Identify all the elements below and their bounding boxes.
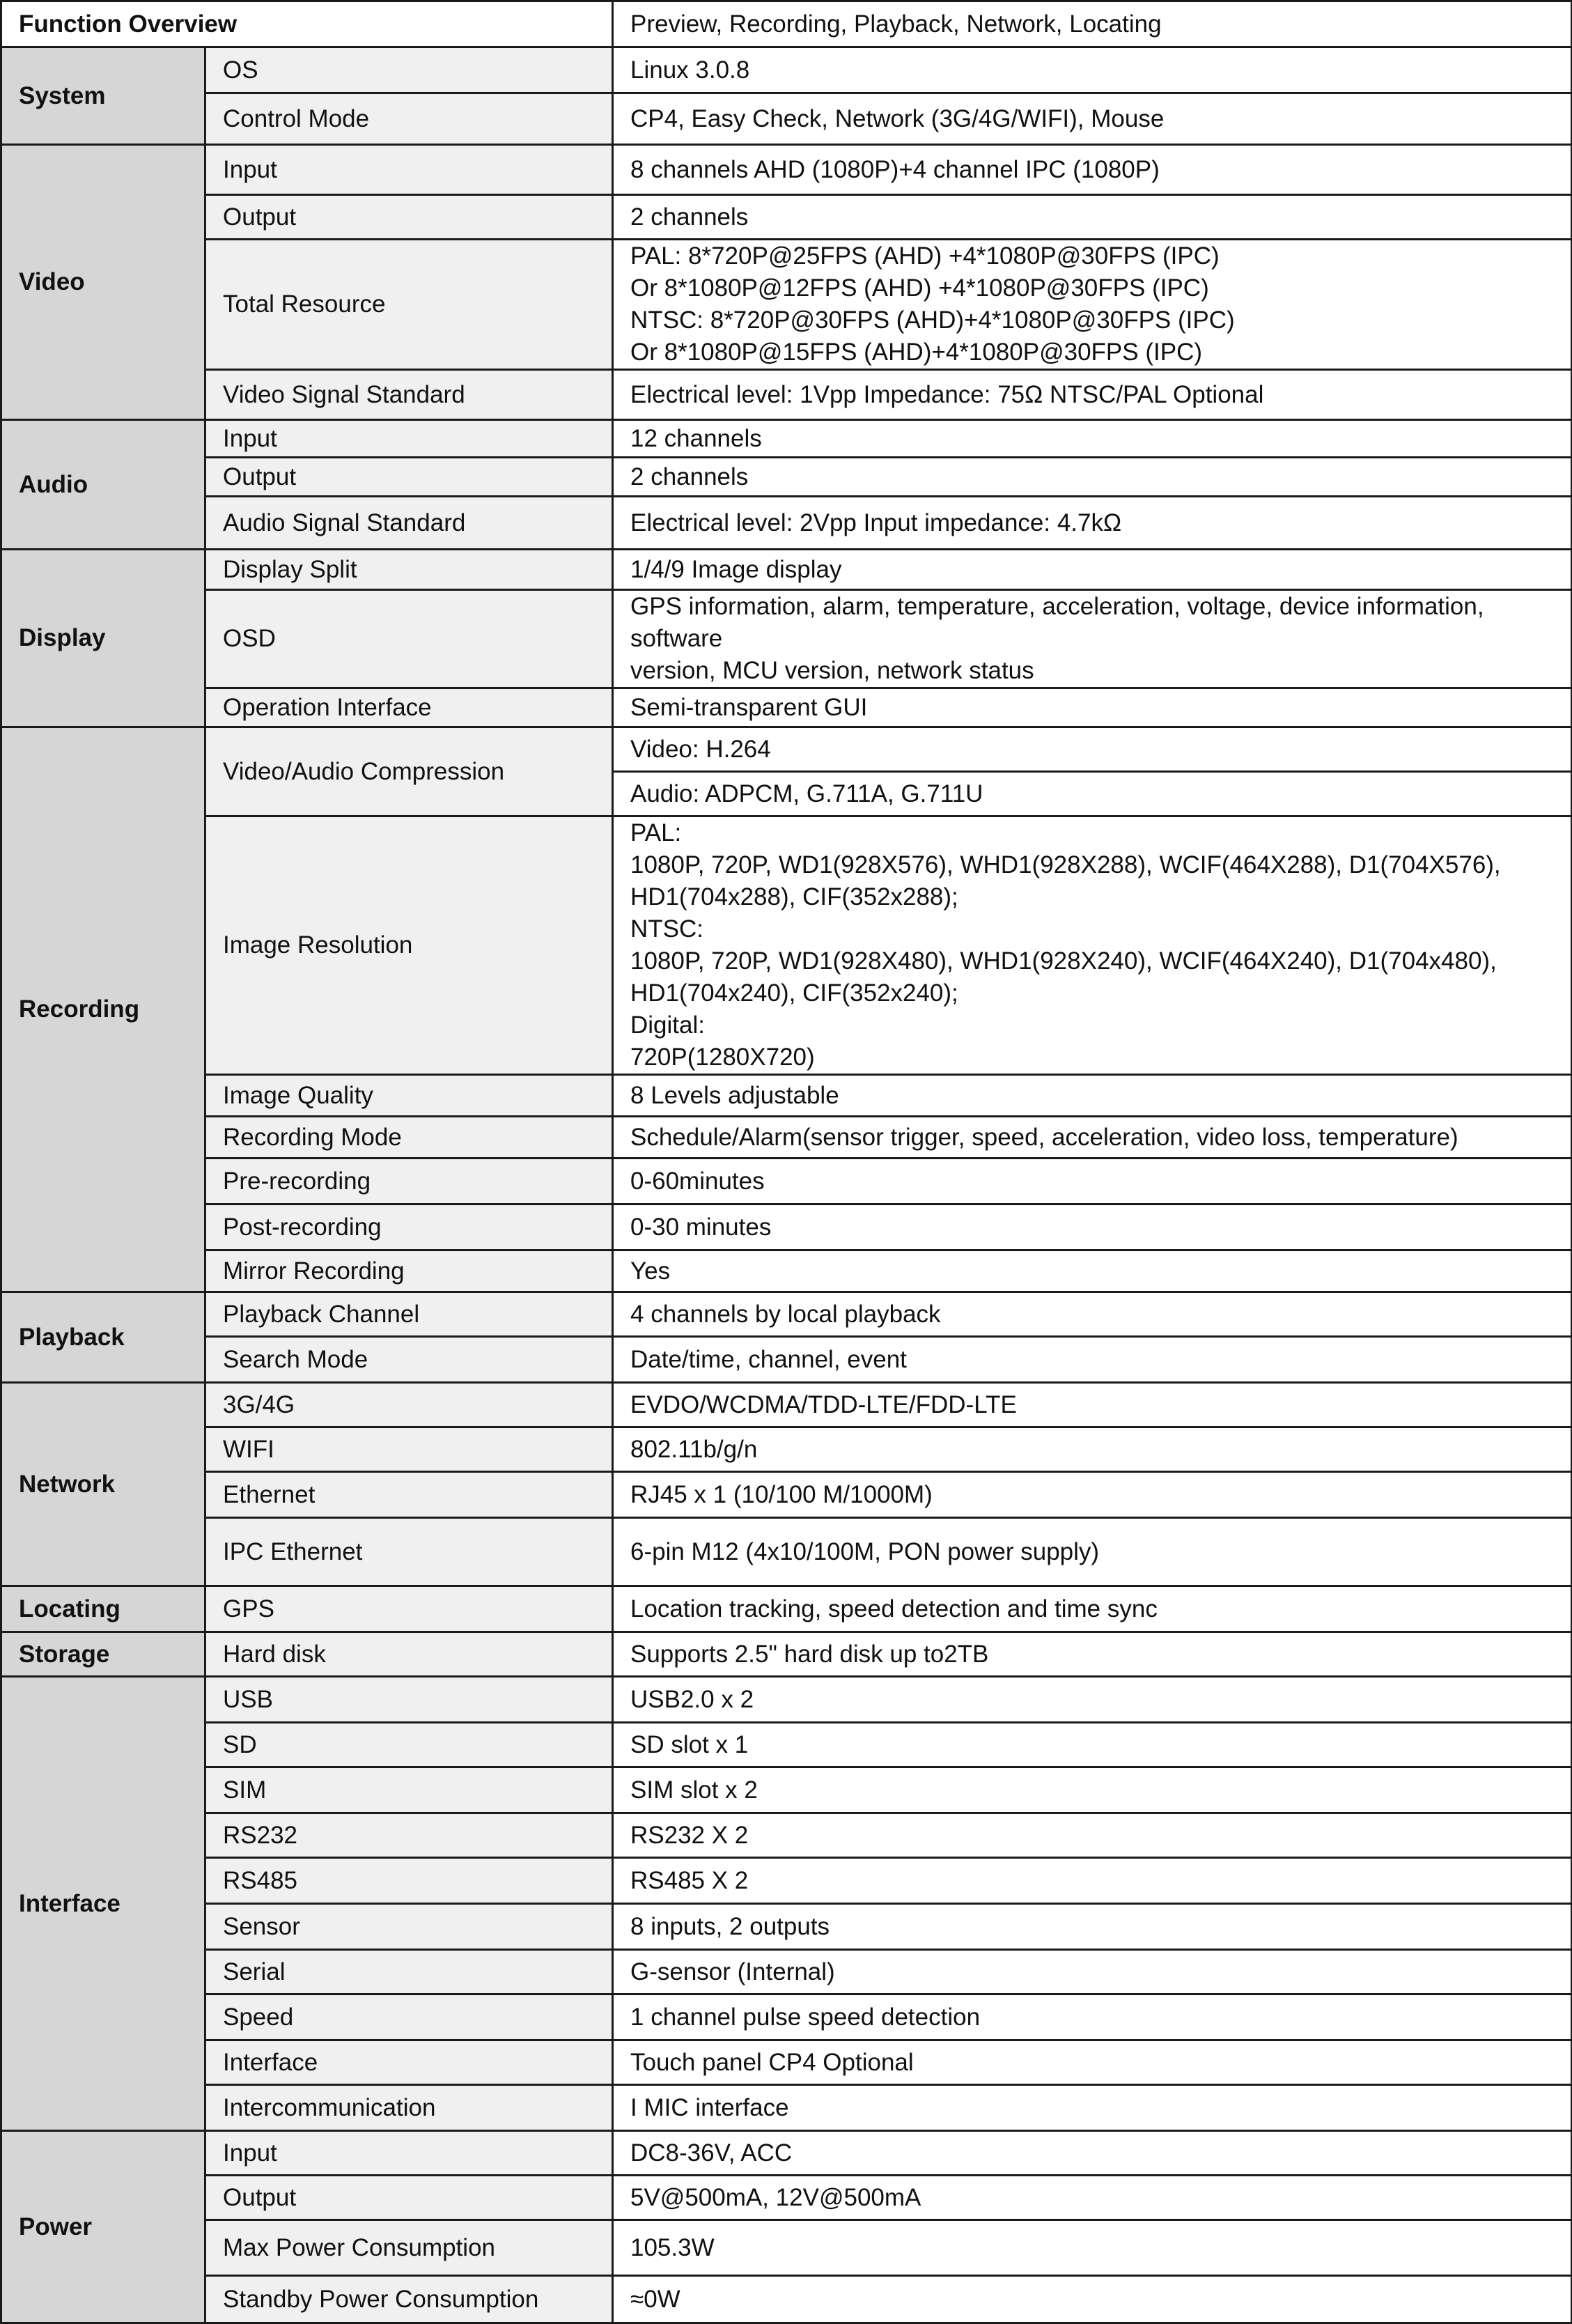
value-cell: RS232 X 2 [613, 1813, 1572, 1858]
table-row [1, 1117, 1572, 1159]
feature-cell: Video Signal Standard [205, 370, 613, 420]
value-cell: 2 channels [613, 458, 1572, 497]
feature-cell: SD [205, 1723, 613, 1767]
value-cell: 0-60minutes [613, 1159, 1572, 1204]
value-cell: RJ45 x 1 (10/100 M/1000M) [613, 1472, 1572, 1518]
table-row [1, 1858, 1572, 1904]
table-row [1, 1950, 1572, 1994]
category-cell: Locating [1, 1586, 205, 1632]
feature-cell: OSD [205, 590, 613, 688]
feature-cell: Output [205, 2176, 613, 2220]
feature-cell: Output [205, 458, 613, 497]
feature-cell: 3G/4G [205, 1383, 613, 1427]
table-row [1, 2176, 1572, 2220]
category-cell: Video [1, 145, 205, 420]
category-cell: Network [1, 1383, 205, 1586]
function-overview-label: Function Overview [1, 1, 613, 47]
table-row [1, 1994, 1572, 2040]
category-cell: Recording [1, 727, 205, 1292]
table-row [1, 1632, 1572, 1677]
feature-cell: Mirror Recording [205, 1250, 613, 1292]
table-row [1, 550, 1572, 590]
feature-cell: SIM [205, 1767, 613, 1813]
feature-cell: Display Split [205, 550, 613, 590]
value-cell: Supports 2.5" hard disk up to2TB [613, 1632, 1572, 1677]
feature-cell: Video/Audio Compression [205, 727, 613, 816]
table-row [1, 1472, 1572, 1518]
table-row [1, 2040, 1572, 2085]
value-cell: PAL: 8*720P@25FPS (AHD) +4*1080P@30FPS (IPC) Or 8*1080P@12FPS (AHD) +4*1080P@30FPS (IPC) NTSC: 8*720P@30FPS (AHD)+4*1080P@30FPS (IPC) Or 8*1080P@15FPS (AHD)+4*1080P@30FPS (IPC) [613, 240, 1572, 370]
table-row [1, 2276, 1572, 2323]
feature-cell: Speed [205, 1994, 613, 2040]
value-cell: 0-30 minutes [613, 1204, 1572, 1250]
feature-cell: Image Resolution [205, 816, 613, 1075]
feature-cell: Sensor [205, 1904, 613, 1950]
feature-cell: RS232 [205, 1813, 613, 1858]
table-row [1, 2131, 1572, 2176]
function-overview-value: Preview, Recording, Playback, Network, Locating [613, 1, 1572, 47]
value-cell: USB2.0 x 2 [613, 1677, 1572, 1723]
value-cell: SIM slot x 2 [613, 1767, 1572, 1813]
category-cell: Storage [1, 1632, 205, 1677]
table-row [1, 1518, 1572, 1586]
table-row [1, 1292, 1572, 1337]
category-cell: System [1, 47, 205, 145]
table-row [1, 93, 1572, 145]
table-row [1, 497, 1572, 550]
feature-cell: Operation Interface [205, 688, 613, 727]
feature-cell: Serial [205, 1950, 613, 1994]
table-row [1, 370, 1572, 420]
table-row [1, 1383, 1572, 1427]
value-cell: Linux 3.0.8 [613, 47, 1572, 93]
value-cell: RS485 X 2 [613, 1858, 1572, 1904]
feature-cell: Output [205, 195, 613, 240]
table-row [1, 420, 1572, 458]
value-cell: 6-pin M12 (4x10/100M, PON power supply) [613, 1518, 1572, 1586]
feature-cell: Total Resource [205, 240, 613, 370]
value-cell: I MIC interface [613, 2085, 1572, 2131]
value-cell: Yes [613, 1250, 1572, 1292]
category-cell: Interface [1, 1677, 205, 2131]
feature-cell: Hard disk [205, 1632, 613, 1677]
table-row [1, 1427, 1572, 1472]
feature-cell: IPC Ethernet [205, 1518, 613, 1586]
table-row [1, 1075, 1572, 1117]
table-row [1, 590, 1572, 688]
value-cell: DC8-36V, ACC [613, 2131, 1572, 2176]
table-row [1, 1813, 1572, 1858]
feature-cell: Post-recording [205, 1204, 613, 1250]
value-cell: 1 channel pulse speed detection [613, 1994, 1572, 2040]
table-row [1, 195, 1572, 240]
value-cell: G-sensor (Internal) [613, 1950, 1572, 1994]
value-cell: Touch panel CP4 Optional [613, 2040, 1572, 2085]
feature-cell: Input [205, 145, 613, 195]
table-row [1, 145, 1572, 195]
table-row [1, 458, 1572, 497]
table-row [1, 816, 1572, 1075]
feature-cell: Image Quality [205, 1075, 613, 1117]
feature-cell: Max Power Consumption [205, 2220, 613, 2276]
spec-table-body [1, 1, 1572, 2323]
table-row [1, 1250, 1572, 1292]
table-row [1, 240, 1572, 370]
table-row [1, 1159, 1572, 1204]
feature-cell: Interface [205, 2040, 613, 2085]
table-row [1, 1586, 1572, 1632]
value-cell: 802.11b/g/n [613, 1427, 1572, 1472]
feature-cell: Input [205, 2131, 613, 2176]
value-cell: Video: H.264 [613, 727, 1572, 772]
category-cell: Audio [1, 420, 205, 550]
table-row [1, 1767, 1572, 1813]
value-cell: 5V@500mA, 12V@500mA [613, 2176, 1572, 2220]
value-cell: Electrical level: 2Vpp Input impedance: 4.7kΩ [613, 497, 1572, 550]
feature-cell: WIFI [205, 1427, 613, 1472]
value-cell: 1/4/9 Image display [613, 550, 1572, 590]
value-cell: GPS information, alarm, temperature, acceleration, voltage, device information, software version, MCU version, network status [613, 590, 1572, 688]
feature-cell: Pre-recording [205, 1159, 613, 1204]
table-row [1, 688, 1572, 727]
value-cell: 8 inputs, 2 outputs [613, 1904, 1572, 1950]
value-cell: Semi-transparent GUI [613, 688, 1572, 727]
value-cell: PAL: 1080P, 720P, WD1(928X576), WHD1(928X288), WCIF(464X288), D1(704X576), HD1(704x288), CIF(352x288); NTSC: 1080P, 720P, WD1(928X480), WHD1(928X240), WCIF(464X240), D1(704x480), HD1(704x240), CIF(352x240); Digital: 720P(1280X720) [613, 816, 1572, 1075]
value-cell: SD slot x 1 [613, 1723, 1572, 1767]
table-row [1, 1337, 1572, 1383]
feature-cell: GPS [205, 1586, 613, 1632]
value-cell: Audio: ADPCM, G.711A, G.711U [613, 772, 1572, 816]
value-cell: EVDO/WCDMA/TDD-LTE/FDD-LTE [613, 1383, 1572, 1427]
table-row [1, 2085, 1572, 2131]
feature-cell: Audio Signal Standard [205, 497, 613, 550]
feature-cell: Search Mode [205, 1337, 613, 1383]
value-cell: Date/time, channel, event [613, 1337, 1572, 1383]
header-row [1, 1, 1572, 47]
feature-cell: OS [205, 47, 613, 93]
feature-cell: Input [205, 420, 613, 458]
table-row [1, 1904, 1572, 1950]
table-row [1, 47, 1572, 93]
feature-cell: Playback Channel [205, 1292, 613, 1337]
category-cell: Power [1, 2131, 205, 2323]
table-row [1, 1723, 1572, 1767]
value-cell: ≈0W [613, 2276, 1572, 2323]
feature-cell: USB [205, 1677, 613, 1723]
value-cell: Location tracking, speed detection and time sync [613, 1586, 1572, 1632]
value-cell: 8 channels AHD (1080P)+4 channel IPC (1080P) [613, 145, 1572, 195]
category-cell: Display [1, 550, 205, 727]
feature-cell: Ethernet [205, 1472, 613, 1518]
feature-cell: Control Mode [205, 93, 613, 145]
value-cell: Schedule/Alarm(sensor trigger, speed, acceleration, video loss, temperature) [613, 1117, 1572, 1159]
category-cell: Playback [1, 1292, 205, 1383]
value-cell: 12 channels [613, 420, 1572, 458]
table-row [1, 1677, 1572, 1723]
table-row [1, 2220, 1572, 2276]
value-cell: 2 channels [613, 195, 1572, 240]
value-cell: Electrical level: 1Vpp Impedance: 75Ω NTSC/PAL Optional [613, 370, 1572, 420]
value-cell: 8 Levels adjustable [613, 1075, 1572, 1117]
value-cell: 4 channels by local playback [613, 1292, 1572, 1337]
feature-cell: Intercommunication [205, 2085, 613, 2131]
table-row [1, 1204, 1572, 1250]
value-cell: 105.3W [613, 2220, 1572, 2276]
value-cell: CP4, Easy Check, Network (3G/4G/WIFI), Mouse [613, 93, 1572, 145]
feature-cell: RS485 [205, 1858, 613, 1904]
table-row [1, 727, 1572, 772]
feature-cell: Recording Mode [205, 1117, 613, 1159]
feature-cell: Standby Power Consumption [205, 2276, 613, 2323]
